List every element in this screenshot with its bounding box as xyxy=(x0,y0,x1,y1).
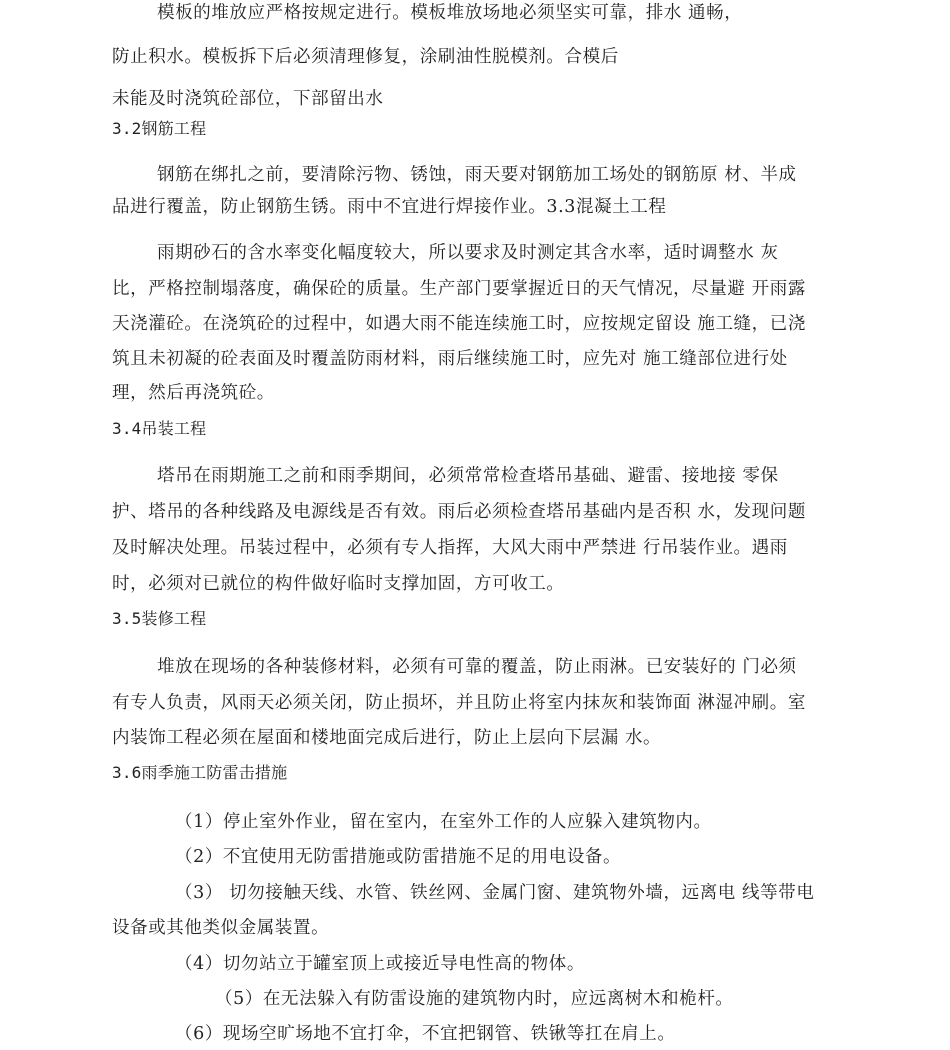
paragraph-line: 时，必须对已就位的构件做好临时支撑加固，方可收工。 xyxy=(112,574,565,594)
list-item: （4）切勿站立于罐室顶上或接近导电性高的物体。 xyxy=(175,954,585,974)
paragraph-line: 未能及时浇筑砼部位，下部留出水 xyxy=(112,89,384,109)
section-heading-3-4: 3.4吊装工程 xyxy=(112,419,207,438)
paragraph-line: 有专人负责，风雨天必须关闭，防止损坏，并且防止将室内抹灰和装饰面 淋湿冲刷。室 xyxy=(112,693,806,713)
paragraph-line: 堆放在现场的各种装修材料，必须有可靠的覆盖，防止雨淋。已安装好的 门必须 xyxy=(157,657,797,677)
paragraph-line: 模板的堆放应严格按规定进行。模板堆放场地必须坚实可靠，排水 通畅， xyxy=(157,3,743,23)
section-heading-3-2: 3.2钢筋工程 xyxy=(112,119,207,138)
paragraph-line: 品进行覆盖，防止钢筋生锈。雨中不宜进行焊接作业。3.3混凝土工程 xyxy=(112,197,667,217)
list-item: （3） 切勿接触天线、水管、铁丝网、金属门窗、建筑物外墙，远离电 线等带电 xyxy=(175,883,815,903)
paragraph-line: 内装饰工程必须在屋面和楼地面完成后进行，防止上层向下层漏 水。 xyxy=(112,728,662,748)
paragraph-line: 雨期砂石的含水率变化幅度较大，所以要求及时测定其含水率，适时调整水 灰 xyxy=(157,243,779,263)
paragraph-line: 比，严格控制塌落度，确保砼的质量。生产部门要掌握近日的天气情况，尽量避 开雨露 xyxy=(112,279,806,299)
paragraph-line: 护、塔吊的各种线路及电源线是否有效。雨后必须检查塔吊基础内是否积 水，发现问题 xyxy=(112,502,806,522)
section-heading-3-6: 3.6雨季施工防雷击措施 xyxy=(112,763,288,782)
paragraph-line: 塔吊在雨期施工之前和雨季期间，必须常常检查塔吊基础、避雷、接地接 零保 xyxy=(157,466,779,486)
section-heading-3-5: 3.5装修工程 xyxy=(112,609,207,628)
list-item: （1）停止室外作业，留在室内，在室外工作的人应躲入建筑物内。 xyxy=(175,812,712,832)
list-item-continuation: 设备或其他类似金属装置。 xyxy=(112,918,330,938)
paragraph-line: 筑且未初凝的砼表面及时覆盖防雨材料，雨后继续施工时，应先对 施工缝部位进行处 xyxy=(112,349,788,369)
paragraph-line: 及时解决处理。吊装过程中，必须有专人指挥，大风大雨中严禁进 行吊装作业。遇雨 xyxy=(112,538,788,558)
paragraph-line: 理，然后再浇筑砼。 xyxy=(112,383,275,403)
paragraph-line: 钢筋在绑扎之前，要清除污物、锈蚀，雨天要对钢筋加工场处的钢筋原 材、半成 xyxy=(157,165,797,185)
paragraph-line: 防止积水。模板拆下后必须清理修复，涂刷油性脱模剂。合模后 xyxy=(112,47,619,67)
list-item: （6）现场空旷场地不宜打伞，不宜把钢管、铁锹等扛在肩上。 xyxy=(175,1024,676,1044)
list-item: （2）不宜使用无防雷措施或防雷措施不足的用电设备。 xyxy=(175,847,622,867)
paragraph-line: 天浇灌砼。在浇筑砼的过程中，如遇大雨不能连续施工时，应按规定留设 施工缝，已浇 xyxy=(112,314,806,334)
list-item: （5）在无法躲入有防雷设施的建筑物内时，应远离树木和桅杆。 xyxy=(215,989,734,1009)
